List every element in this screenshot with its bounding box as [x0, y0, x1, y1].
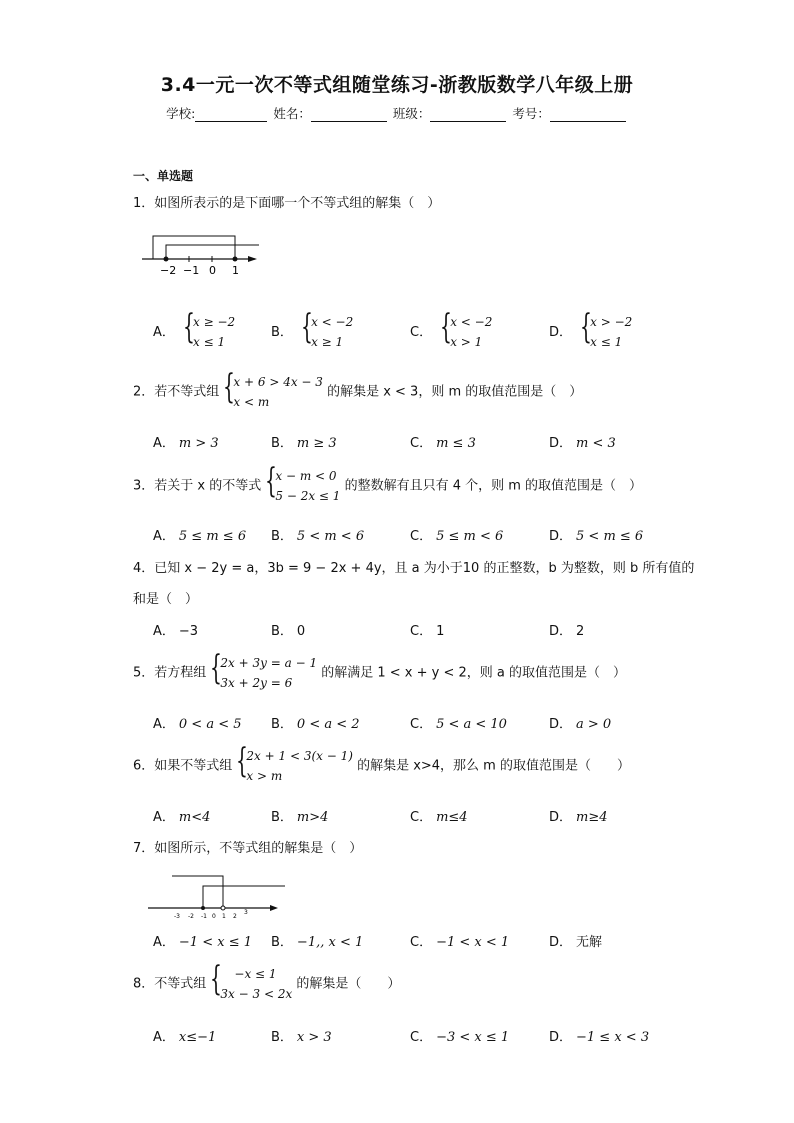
axis-arrow: [270, 905, 278, 911]
question-6-option-b[interactable]: [271, 806, 328, 825]
stem-text: 的解满足 1 < x + y < 2，则 a 的取值范围是（ ）: [321, 665, 626, 681]
option-key: D．: [549, 529, 573, 544]
bracket-lower-right-ray: [203, 886, 285, 908]
tick-label: -1: [201, 913, 207, 920]
option-key: D．: [549, 1030, 573, 1045]
option-text: m > 3: [178, 436, 219, 451]
option-text: −1 < x ≤ 1: [178, 935, 252, 950]
question-3-option-c[interactable]: [410, 525, 503, 544]
left-brace: {: [440, 307, 453, 347]
option-text: −1,, x < 1: [296, 935, 364, 950]
option-key: A．: [153, 324, 175, 340]
option-key: C．: [410, 436, 433, 451]
bracket-x-ge-minus2: [153, 236, 235, 259]
question-7-option-c[interactable]: [410, 931, 509, 950]
system-line: x ≥ 1: [311, 335, 344, 349]
option-text: 5 < a < 10: [436, 717, 507, 732]
question-3-stem: [133, 461, 643, 506]
option-text: m≤4: [436, 810, 468, 825]
option-key: C．: [410, 529, 433, 544]
option-text: m>4: [296, 810, 329, 825]
system-line: x − m < 0: [275, 469, 337, 483]
option-text: −1 < x < 1: [436, 935, 510, 950]
question-7-number-line: [145, 870, 285, 920]
option-key: A．: [153, 436, 175, 451]
name-blank: [311, 109, 387, 122]
tick-label: 0: [212, 913, 216, 920]
stem-text: 5．若方程组: [133, 665, 207, 681]
option-system: [580, 307, 633, 352]
tick-label-minus1: −1: [183, 264, 200, 277]
option-system: [440, 307, 493, 352]
stem-text: 3．若关于 x 的不等式: [133, 478, 262, 494]
option-key: C．: [410, 935, 433, 950]
option-key: A．: [153, 529, 175, 544]
option-key: D．: [549, 717, 573, 732]
option-key: A．: [153, 624, 175, 639]
open-dot-1: [221, 906, 225, 910]
equation-system: [210, 648, 318, 693]
question-5-option-d[interactable]: [549, 713, 611, 732]
question-8-stem: [133, 959, 401, 1004]
stem-text: 的解集是（ ）: [296, 976, 401, 992]
document-title: 3.4一元一次不等式组随堂练习-浙教版数学八年级上册: [160, 74, 634, 96]
exam-number-blank: [550, 109, 626, 122]
question-4-stem-line-2: 和是（ ）: [133, 592, 199, 607]
option-text: x > 3: [296, 1030, 332, 1045]
option-text: m ≥ 3: [296, 436, 337, 451]
option-system: [183, 307, 236, 352]
option-text: 无解: [576, 935, 603, 950]
option-key: D．: [549, 810, 573, 825]
question-1-number-line: [140, 230, 265, 278]
system-line: x ≤ 1: [590, 335, 623, 349]
question-1-option-d[interactable]: [549, 307, 633, 352]
option-text: 0 < a < 2: [296, 717, 360, 732]
question-2-option-b[interactable]: [271, 432, 337, 451]
system-line: 2x + 3y = a − 1: [220, 656, 318, 670]
tick-label-minus2: −2: [160, 264, 177, 277]
option-key: B．: [271, 624, 293, 639]
system-line: x > −2: [590, 315, 633, 329]
question-7-option-a[interactable]: [153, 931, 252, 950]
option-text: a > 0: [576, 717, 612, 732]
option-key: C．: [410, 717, 433, 732]
option-text: m<4: [178, 810, 211, 825]
school-blank: [195, 109, 267, 122]
question-2-option-c[interactable]: [410, 432, 476, 451]
option-text: 5 < m < 6: [296, 529, 365, 544]
question-3-option-d[interactable]: [549, 525, 643, 544]
option-key: C．: [410, 324, 433, 340]
exam-number-label: 考号：: [512, 106, 550, 121]
option-key: A．: [153, 717, 175, 732]
system-line: x ≤ 1: [193, 335, 226, 349]
tick-label: 1: [222, 913, 226, 920]
system-line: x > m: [246, 769, 283, 783]
question-4-option-b[interactable]: [271, 620, 305, 639]
option-key: A．: [153, 935, 175, 950]
option-key: B．: [271, 810, 293, 825]
question-2-stem: [133, 367, 583, 412]
question-2-option-d[interactable]: [549, 432, 616, 451]
question-4-option-c[interactable]: [410, 620, 444, 639]
solid-dot-minus1: [201, 906, 205, 910]
solid-dot-minus2: [164, 257, 169, 262]
question-8-option-d[interactable]: [549, 1026, 649, 1045]
left-brace: {: [223, 367, 236, 407]
system-line: x < −2: [311, 315, 354, 329]
question-5-option-b[interactable]: [271, 713, 360, 732]
question-5-option-a[interactable]: [153, 713, 242, 732]
system-line: −x ≤ 1: [234, 967, 277, 981]
question-7-option-d[interactable]: [549, 931, 602, 950]
option-key: B．: [271, 717, 293, 732]
left-brace: {: [210, 959, 223, 999]
question-1-option-a[interactable]: [153, 307, 236, 352]
option-key: A．: [153, 810, 175, 825]
option-text: 0: [296, 624, 306, 639]
option-key: C．: [410, 624, 433, 639]
section-heading: 一、单选题: [133, 169, 194, 183]
question-3-option-b[interactable]: [271, 525, 364, 544]
question-8-option-c[interactable]: [410, 1026, 509, 1045]
student-info-row: [0, 104, 794, 122]
option-key: C．: [410, 1030, 433, 1045]
option-text: 0 < a < 5: [178, 717, 242, 732]
question-7-option-b[interactable]: [271, 931, 363, 950]
system-line: 3x + 2y = 6: [220, 676, 293, 690]
class-blank: [430, 109, 506, 122]
option-text: 5 ≤ m < 6: [436, 529, 504, 544]
question-5-stem: [133, 648, 626, 693]
question-3-option-a[interactable]: [153, 525, 246, 544]
option-key: D．: [549, 324, 573, 340]
tick-label: 2: [233, 913, 237, 920]
stem-text: 的整数解有且只有 4 个，则 m 的取值范围是（ ）: [344, 478, 643, 494]
question-1-option-c[interactable]: [410, 307, 493, 352]
question-2-option-a[interactable]: [153, 432, 219, 451]
option-key: D．: [549, 935, 573, 950]
option-text: m < 3: [576, 436, 616, 451]
option-text: −1 ≤ x < 3: [576, 1030, 650, 1045]
question-1-option-b[interactable]: [271, 307, 354, 352]
bracket-upper-left-ray: [172, 876, 223, 908]
question-4-option-a[interactable]: [153, 620, 198, 639]
option-key: D．: [549, 436, 573, 451]
question-4-option-d[interactable]: [549, 620, 584, 639]
system-line: x ≥ −2: [193, 315, 236, 329]
left-brace: {: [301, 307, 313, 347]
option-key: B．: [271, 935, 293, 950]
system-line: 3x − 3 < 2x: [220, 987, 293, 1001]
question-6-option-c[interactable]: [410, 806, 468, 825]
option-key: A．: [153, 1030, 175, 1045]
inequality-system: [236, 741, 353, 786]
option-key: B．: [271, 1030, 293, 1045]
option-key: C．: [410, 810, 433, 825]
option-text: m≥4: [576, 810, 608, 825]
option-text: −3: [178, 624, 199, 639]
system-line: x < −2: [450, 315, 493, 329]
class-label: 班级：: [392, 106, 431, 121]
tick-label-1: 1: [232, 264, 239, 277]
question-8-option-b[interactable]: [271, 1026, 332, 1045]
option-key: B．: [271, 324, 293, 340]
option-text: 2: [576, 624, 585, 639]
system-line: 2x + 1 < 3(x − 1): [246, 749, 353, 763]
left-brace: {: [580, 307, 593, 347]
option-text: m ≤ 3: [436, 436, 476, 451]
system-line: x < m: [233, 395, 270, 409]
option-key: B．: [271, 436, 293, 451]
question-6-option-a[interactable]: [153, 806, 210, 825]
tick-label-0: 0: [209, 264, 216, 277]
stem-text: 的解集是 x < 3，则 m 的取值范围是（ ）: [327, 384, 583, 400]
question-6-option-d[interactable]: [549, 806, 608, 825]
question-4-stem-line-1: 4．已知 x − 2y = a，3b = 9 − 2x + 4y，且 a 为小于10 的正整数，b 为整数，则 b 所有值的: [133, 561, 695, 576]
name-label: 姓名：: [273, 106, 311, 121]
question-7-stem: 7．如图所示，不等式组的解集是（ ）: [133, 841, 363, 856]
option-system: [301, 307, 354, 352]
question-6-stem: [133, 741, 630, 786]
system-line: x + 6 > 4x − 3: [233, 375, 323, 389]
school-label: 学校:: [166, 106, 196, 121]
option-text: 5 ≤ m ≤ 6: [178, 529, 247, 544]
inequality-system: [210, 959, 293, 1004]
stem-text: 8．不等式组: [133, 976, 207, 992]
tick-label: 3: [244, 909, 248, 916]
axis-arrow: [248, 256, 257, 262]
inequality-system: [265, 461, 341, 506]
stem-text: 的解集是 x>4，那么 m 的取值范围是（ ）: [357, 758, 630, 774]
question-5-option-c[interactable]: [410, 713, 507, 732]
tick-label: -3: [174, 913, 180, 920]
option-text: 5 < m ≤ 6: [576, 529, 644, 544]
question-8-option-a[interactable]: [153, 1026, 216, 1045]
option-text: −3 < x ≤ 1: [436, 1030, 510, 1045]
option-key: D．: [549, 624, 573, 639]
left-brace: {: [210, 648, 223, 688]
left-brace: {: [183, 307, 195, 347]
left-brace: {: [265, 461, 278, 501]
option-key: B．: [271, 529, 293, 544]
stem-text: 6．如果不等式组: [133, 758, 233, 774]
tick-label: -2: [188, 913, 194, 920]
system-line: x > 1: [450, 335, 483, 349]
left-brace: {: [236, 741, 249, 781]
solid-dot-1: [233, 257, 238, 262]
system-line: 5 − 2x ≤ 1: [275, 489, 341, 503]
stem-text: 2．若不等式组: [133, 384, 220, 400]
question-1-stem: 1．如图所表示的是下面哪一个不等式组的解集（ ）: [133, 196, 441, 211]
option-text: x≤−1: [178, 1030, 217, 1045]
option-text: 1: [436, 624, 445, 639]
inequality-system: [223, 367, 323, 412]
